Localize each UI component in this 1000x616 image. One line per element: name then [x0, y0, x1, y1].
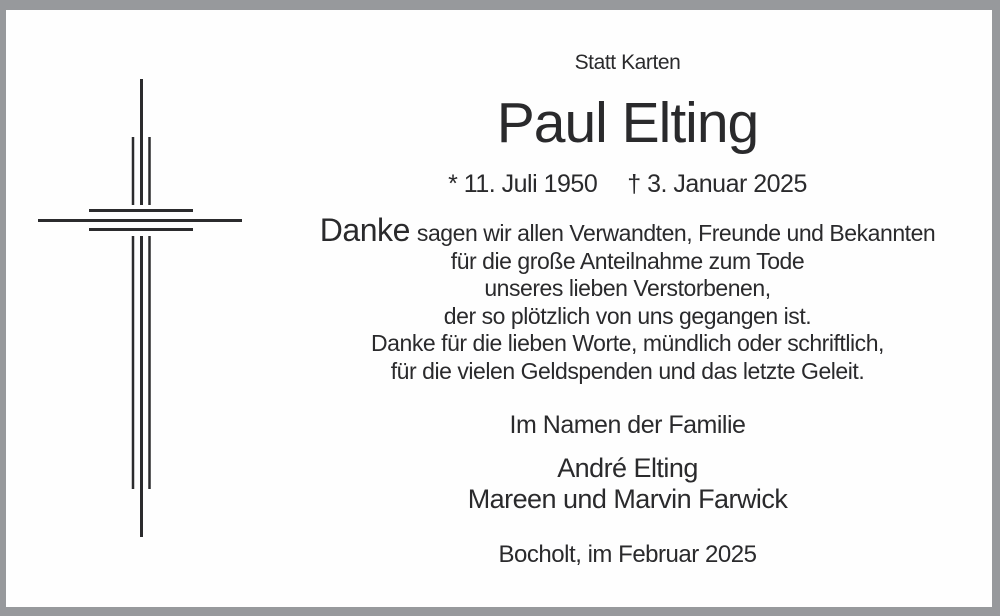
life-dates	[250, 172, 1000, 197]
thanks-lead-word: Danke	[319, 212, 410, 248]
thanks-line: Danke für die lieben Worte, mündlich oder schriftlich,	[371, 330, 884, 357]
family-intro: Im Namen der Familie	[509, 411, 746, 439]
cross-icon	[35, 75, 247, 540]
thanks-line: für die große Anteilnahme zum Tode	[450, 247, 805, 274]
thanks-line-rest: sagen wir allen Verwandten, Freunde und Bekannten	[416, 220, 936, 246]
thanks-line: der so plötzlich von uns gegangen ist.	[443, 302, 812, 329]
family-name: Mareen und Marvin Farwick	[467, 484, 788, 514]
family-name: André Elting	[557, 453, 698, 483]
pre-title: Statt Karten	[574, 51, 681, 74]
thanks-line	[250, 212, 1000, 248]
deceased-name: Paul Elting	[496, 91, 759, 155]
thanks-paragraph	[250, 212, 1000, 386]
thanks-line: unseres lieben Verstorbenen,	[484, 275, 771, 302]
thanks-line: für die vielen Geldspenden und das letzte Geleit.	[390, 357, 865, 384]
birth-date: * 11. Juli 1950	[448, 170, 598, 198]
death-date: † 3. Januar 2025	[627, 170, 807, 198]
place-date: Bocholt, im Februar 2025	[498, 541, 757, 568]
